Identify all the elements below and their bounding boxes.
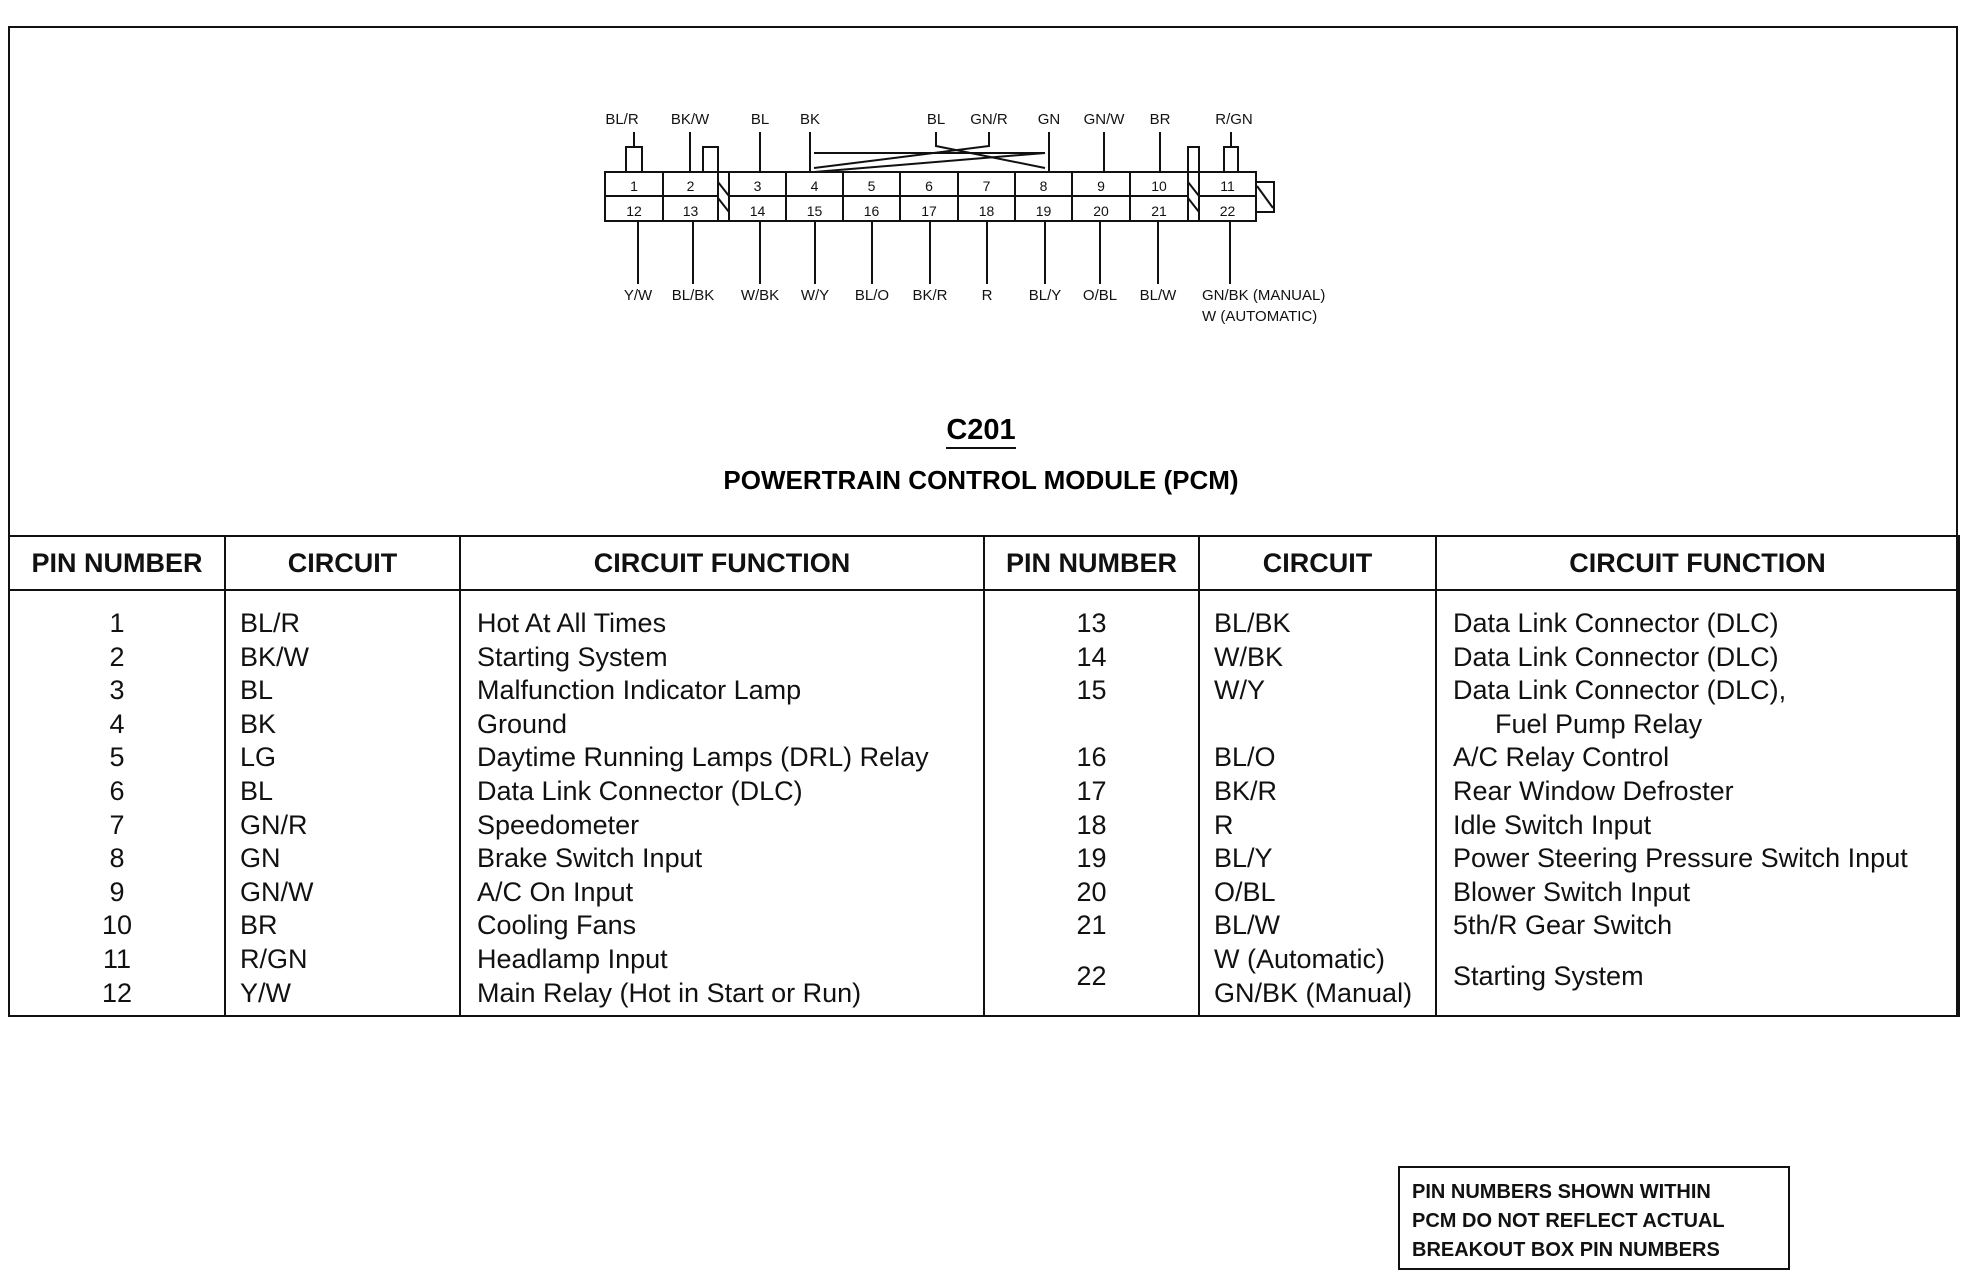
circuit-cell: BL/Y (1214, 843, 1273, 874)
pin-number-label: 10 (1151, 178, 1167, 194)
circuit-function-cell: 5th/R Gear Switch (1453, 910, 1673, 941)
pin-number-cell: 3 (109, 675, 125, 706)
pin-number-cell: 17 (1076, 775, 1107, 806)
pin-number-note (1398, 1166, 1790, 1270)
right-pin-column (984, 590, 1199, 1017)
pin-number-cell: 13 (1076, 608, 1107, 638)
top-wire-label: BR (1149, 111, 1171, 128)
circuit-function-cell: Cooling Fans (477, 910, 637, 941)
header-circuit-2: CIRCUIT (1199, 536, 1436, 590)
bottom-wire-label: W/Y (800, 287, 830, 304)
circuit-function-cell: Main Relay (Hot in Start or Run) (477, 977, 862, 1008)
terminal-latch (1188, 147, 1199, 172)
terminal-latch (703, 147, 718, 172)
pin-number-label: 8 (1039, 178, 1048, 194)
top-wire-labels (605, 111, 1252, 128)
pin-number-cell: 19 (1076, 843, 1107, 874)
bottom-wire-label: BL/Y (1028, 287, 1062, 304)
circuit-cell: Y/W (240, 977, 291, 1008)
circuit-function-cell: Power Steering Pressure Switch Input (1453, 843, 1908, 874)
wire-line (814, 153, 1045, 172)
circuit-function-cell: A/C On Input (477, 876, 634, 907)
pin-number-label: 15 (806, 203, 823, 219)
table-body-row (9, 590, 1959, 1017)
connector-body (605, 147, 1274, 221)
circuit-function-cell: Data Link Connector (DLC) (1453, 641, 1779, 672)
pin-number-label: 9 (1097, 178, 1105, 194)
circuit-function-cell: Hot At All Times (477, 608, 667, 638)
pin-number-label: 18 (978, 203, 995, 219)
circuit-function-cell: Malfunction Indicator Lamp (477, 675, 802, 706)
pin-number-cell: 6 (109, 775, 125, 806)
connector-id: C201 (946, 414, 1016, 446)
bottom-wire-label: BL/O (854, 287, 890, 304)
terminal-latch (626, 147, 642, 172)
pin-number-label: 16 (863, 203, 880, 219)
circuit-cell: GN/W (240, 876, 314, 907)
pin-number-label: 21 (1151, 203, 1167, 219)
pin-number-label: 19 (1035, 203, 1052, 219)
note-line: PIN NUMBERS SHOWN WITHIN (1412, 1181, 1711, 1203)
note-line: BREAKOUT BOX PIN NUMBERS (1412, 1239, 1720, 1261)
header-pin-number-2: PIN NUMBER (984, 536, 1199, 590)
circuit-cell: BK/W (240, 641, 310, 672)
pin-number-cell: 11 (102, 943, 132, 974)
top-wire-label: BL (926, 111, 946, 128)
circuit-function-cell: A/C Relay Control (1453, 742, 1670, 773)
pin-number-cell: 15 (1076, 675, 1107, 706)
pin-number-spacer (985, 708, 1198, 742)
circuit-function-cell: Data Link Connector (DLC) (477, 775, 803, 806)
top-wire-label: R/GN (1215, 111, 1253, 128)
pin-number-label: 11 (1220, 178, 1235, 194)
pin-table (8, 535, 1960, 1017)
top-wire-label: GN (1037, 111, 1061, 128)
header-circuit-function: CIRCUIT FUNCTION (460, 536, 984, 590)
bottom-wire-label: Y/W (623, 287, 653, 304)
left-circuit-column (225, 590, 460, 1017)
circuit-cell: R/GN (240, 943, 308, 974)
circuit-function-cell: Data Link Connector (DLC), (1453, 675, 1787, 706)
note-line: PCM DO NOT REFLECT ACTUAL (1412, 1210, 1725, 1232)
circuit-cell: GN/BK (Manual) (1214, 977, 1413, 1008)
circuit-function-cell: Idle Switch Input (1453, 809, 1652, 840)
pin-number-cell: 8 (109, 843, 125, 874)
pin-number-label: 1 (630, 178, 638, 194)
circuit-spacer (1214, 708, 1435, 742)
circuit-cell: W (Automatic) (1214, 943, 1386, 974)
bottom-wire-label: R (981, 287, 993, 304)
circuit-cell: R (1214, 809, 1234, 840)
circuit-function-cell: Speedometer (477, 809, 640, 840)
circuit-function-cell: Ground (477, 708, 568, 739)
header-pin-number: PIN NUMBER (9, 536, 225, 590)
pin-number-cell: 9 (109, 876, 125, 907)
pin-number-cell: 20 (1076, 876, 1107, 907)
wire-line (814, 132, 989, 168)
circuit-function-cell: Starting System (477, 641, 668, 672)
pin-number-label: 4 (810, 178, 819, 194)
pin-number-cell: 7 (109, 809, 125, 840)
pin-number-cell: 12 (101, 977, 133, 1008)
pin-number-label: 12 (626, 203, 642, 219)
bottom-wire-label: O/BL (1082, 287, 1118, 304)
top-wire-label: BL/R (605, 111, 639, 128)
header-circuit: CIRCUIT (225, 536, 460, 590)
circuit-cell: W/BK (1214, 641, 1284, 672)
top-wire-label: BK/W (670, 111, 710, 128)
bottom-wire-label: BL/W (1139, 287, 1177, 304)
connector-key-strip (718, 172, 729, 221)
top-wire-label: GN/R (970, 111, 1008, 128)
circuit-cell: BK (240, 708, 277, 739)
bottom-wire-label: GN/BK (MANUAL) (1202, 287, 1326, 304)
circuit-function-cell: Headlamp Input (477, 943, 668, 974)
bottom-wire-label: W (AUTOMATIC) (1202, 308, 1318, 325)
circuit-cell: BL/W (1214, 910, 1281, 941)
pin-number-cell: 4 (109, 708, 125, 739)
top-wire-label: GN/W (1083, 111, 1125, 128)
circuit-cell: BR (240, 910, 278, 941)
circuit-cell: BL/O (1214, 742, 1276, 773)
circuit-cell: BL (240, 775, 274, 806)
bottom-wire-labels (624, 287, 1326, 325)
pin-number-label: 22 (1219, 203, 1236, 219)
pin-number-cell: 14 (1076, 641, 1107, 672)
circuit-cell: BL/BK (1214, 608, 1291, 638)
bottom-wire-label: W/BK (740, 287, 780, 304)
pin-number-label: 20 (1093, 203, 1109, 219)
circuit-cell: BL/R (240, 608, 301, 638)
pin-number-cell: 22 (1076, 960, 1107, 991)
right-function-column (1436, 590, 1959, 1017)
header-circuit-function-2: CIRCUIT FUNCTION (1436, 536, 1959, 590)
pin-number-label: 7 (982, 178, 991, 194)
terminal-latch (1224, 147, 1238, 172)
circuit-cell: GN/R (240, 809, 308, 840)
connector-key-strip (1188, 172, 1199, 221)
circuit-cell: GN (240, 843, 281, 874)
top-wire-label: BK (799, 111, 821, 128)
connector-diagram (0, 0, 1966, 540)
pin-number-cell: 10 (101, 910, 133, 941)
left-pin-column (9, 590, 225, 1017)
pin-number-label: 6 (925, 178, 933, 194)
pin-number-cell: 5 (109, 742, 125, 773)
pin-number-label: 2 (686, 178, 695, 194)
lock-tab-hatch (1257, 186, 1273, 208)
circuit-function-cell: Blower Switch Input (1453, 876, 1691, 907)
pin-number-cell: 1 (109, 608, 125, 638)
circuit-function-cell: Brake Switch Input (477, 843, 703, 874)
circuit-function-cell: Fuel Pump Relay (1495, 708, 1703, 739)
pin-number-cell: 21 (1076, 910, 1107, 941)
circuit-cell: BL (240, 675, 274, 706)
circuit-cell: W/Y (1214, 675, 1265, 706)
bottom-wire-label: BK/R (912, 287, 948, 304)
connector-name: POWERTRAIN CONTROL MODULE (PCM) (723, 465, 1239, 495)
bottom-wire-label: BL/BK (671, 287, 715, 304)
circuit-function-cell: Daytime Running Lamps (DRL) Relay (477, 742, 929, 773)
pin-number-label: 17 (921, 203, 937, 219)
circuit-function-cell: Starting System (1453, 960, 1644, 991)
table-header-row (9, 536, 1959, 590)
pin-number-cell: 16 (1076, 742, 1107, 773)
circuit-cell: O/BL (1214, 876, 1276, 907)
circuit-function-cell: Data Link Connector (DLC) (1453, 608, 1779, 638)
circuit-cell: BK/R (1214, 775, 1278, 806)
pin-number-label: 14 (749, 203, 766, 219)
top-wire-label: BL (750, 111, 770, 128)
pin-number-label: 5 (867, 178, 876, 194)
pin-number-cell: 2 (109, 641, 125, 672)
right-circuit-column (1199, 590, 1436, 1017)
pin-number-label: 13 (682, 203, 699, 219)
left-function-column (460, 590, 984, 1017)
pin-number-cell: 18 (1076, 809, 1107, 840)
circuit-function-cell: Rear Window Defroster (1453, 775, 1734, 806)
pin-number-label: 3 (753, 178, 762, 194)
circuit-cell: LG (240, 742, 277, 773)
